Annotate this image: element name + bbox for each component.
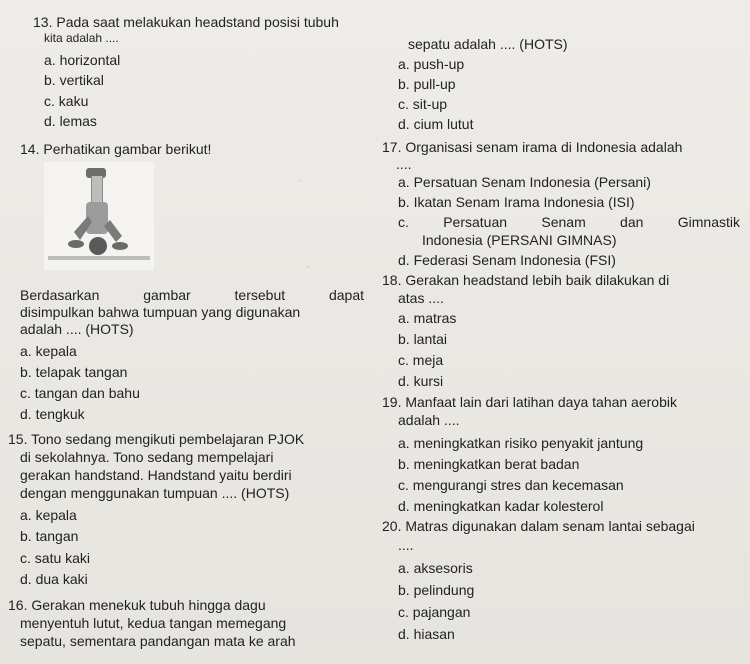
q16-stem-line2: menyentuh lutut, kedua tangan memegang <box>20 615 287 631</box>
q14-title: 14. Perhatikan gambar berikut! <box>20 141 212 157</box>
bleed-through-mark: ◦ <box>306 262 310 273</box>
q20-stem-line1: 20. Matras digunakan dalam senam lantai sebagai <box>382 518 695 534</box>
q15-option-a: a. kepala <box>20 507 77 523</box>
q13-stem-line3: sepatu adalah .... (HOTS) <box>408 36 568 52</box>
q13-option-a: a. horizontal <box>44 52 121 68</box>
headstand-figure <box>44 162 154 270</box>
q14-option-a: a. kepala <box>20 343 77 359</box>
q15-stem-line3: gerakan handstand. Handstand yaitu berdiri <box>20 467 292 483</box>
q17-option-d: d. Federasi Senam Indonesia (FSI) <box>398 252 616 268</box>
q16-stem-line3: sepatu, sementara pandangan mata ke arah <box>20 633 296 649</box>
q15-stem-line1: 15. Tono sedang mengikuti pembelajaran PJOK <box>8 431 305 447</box>
q20-option-a: a. aksesoris <box>398 560 473 576</box>
q17-stem-line2: .... <box>396 156 412 172</box>
q17-stem-line1: 17. Organisasi senam irama di Indonesia adalah <box>382 139 683 155</box>
q18-stem-line2: atas .... <box>398 290 444 306</box>
q13-option-rc: c. sit-up <box>398 96 448 112</box>
q18-option-c: c. meja <box>398 352 444 368</box>
q13-option-d: d. lemas <box>44 113 97 129</box>
q13-stem-line2: kita adalah .... <box>44 31 119 45</box>
q13-option-c: c. kaku <box>44 93 89 109</box>
q18-stem-line1: 18. Gerakan headstand lebih baik dilakukan di <box>382 272 670 288</box>
q18-option-d: d. kursi <box>398 373 444 389</box>
q13-stem-line1: 13. Pada saat melakukan headstand posisi tubuh <box>33 14 339 30</box>
q15-option-c: c. satu kaki <box>20 550 91 566</box>
q14-stem-line2: disimpulkan bahwa tumpuan yang digunakan <box>20 304 301 320</box>
q19-option-b: b. meningkatkan berat badan <box>398 456 580 472</box>
headstand-illustration-icon <box>44 162 154 270</box>
q13-option-ra: a. push-up <box>398 56 465 72</box>
q19-stem-line2: adalah .... <box>398 412 460 428</box>
q15-option-b: b. tangan <box>20 528 79 544</box>
q18-option-a: a. matras <box>398 310 457 326</box>
q14-option-c: c. tangan dan bahu <box>20 385 140 401</box>
q14-option-d: d. tengkuk <box>20 406 85 422</box>
bleed-through-mark: ◦ <box>298 176 302 187</box>
q20-option-b: b. pelindung <box>398 582 475 598</box>
q18-option-b: b. lantai <box>398 331 448 347</box>
q20-option-c: c. pajangan <box>398 604 471 620</box>
q13-option-rd: d. cium lutut <box>398 116 474 132</box>
q20-stem-line2: .... <box>398 537 414 553</box>
q13-option-rb: b. pull-up <box>398 76 456 92</box>
q15-stem-line2: di sekolahnya. Tono sedang mempelajari <box>20 449 274 465</box>
q14-stem-line1: Berdasarkan gambar tersebut dapat <box>20 287 364 303</box>
q19-option-a: a. meningkatkan risiko penyakit jantung <box>398 435 644 451</box>
q15-option-d: d. dua kaki <box>20 571 88 587</box>
q13-option-b: b. vertikal <box>44 72 104 88</box>
q17-option-c: c. Persatuan Senam dan Gimnastik <box>398 214 740 230</box>
q20-option-d: d. hiasan <box>398 626 455 642</box>
q15-stem-line4: dengan menggunakan tumpuan .... (HOTS) <box>20 485 290 501</box>
q17-option-b: b. Ikatan Senam Irama Indonesia (ISI) <box>398 194 635 210</box>
q19-option-d: d. meningkatkan kadar kolesterol <box>398 498 604 514</box>
q14-option-b: b. telapak tangan <box>20 364 128 380</box>
q14-stem-line3: adalah .... (HOTS) <box>20 321 134 337</box>
q17-option-c-line2: Indonesia (PERSANI GIMNAS) <box>422 232 617 248</box>
q16-stem-line1: 16. Gerakan menekuk tubuh hingga dagu <box>8 597 266 613</box>
q17-option-a: a. Persatuan Senam Indonesia (Persani) <box>398 174 651 190</box>
q19-option-c: c. mengurangi stres dan kecemasan <box>398 477 624 493</box>
q19-stem-line1: 19. Manfaat lain dari latihan daya tahan aerobik <box>382 394 677 410</box>
